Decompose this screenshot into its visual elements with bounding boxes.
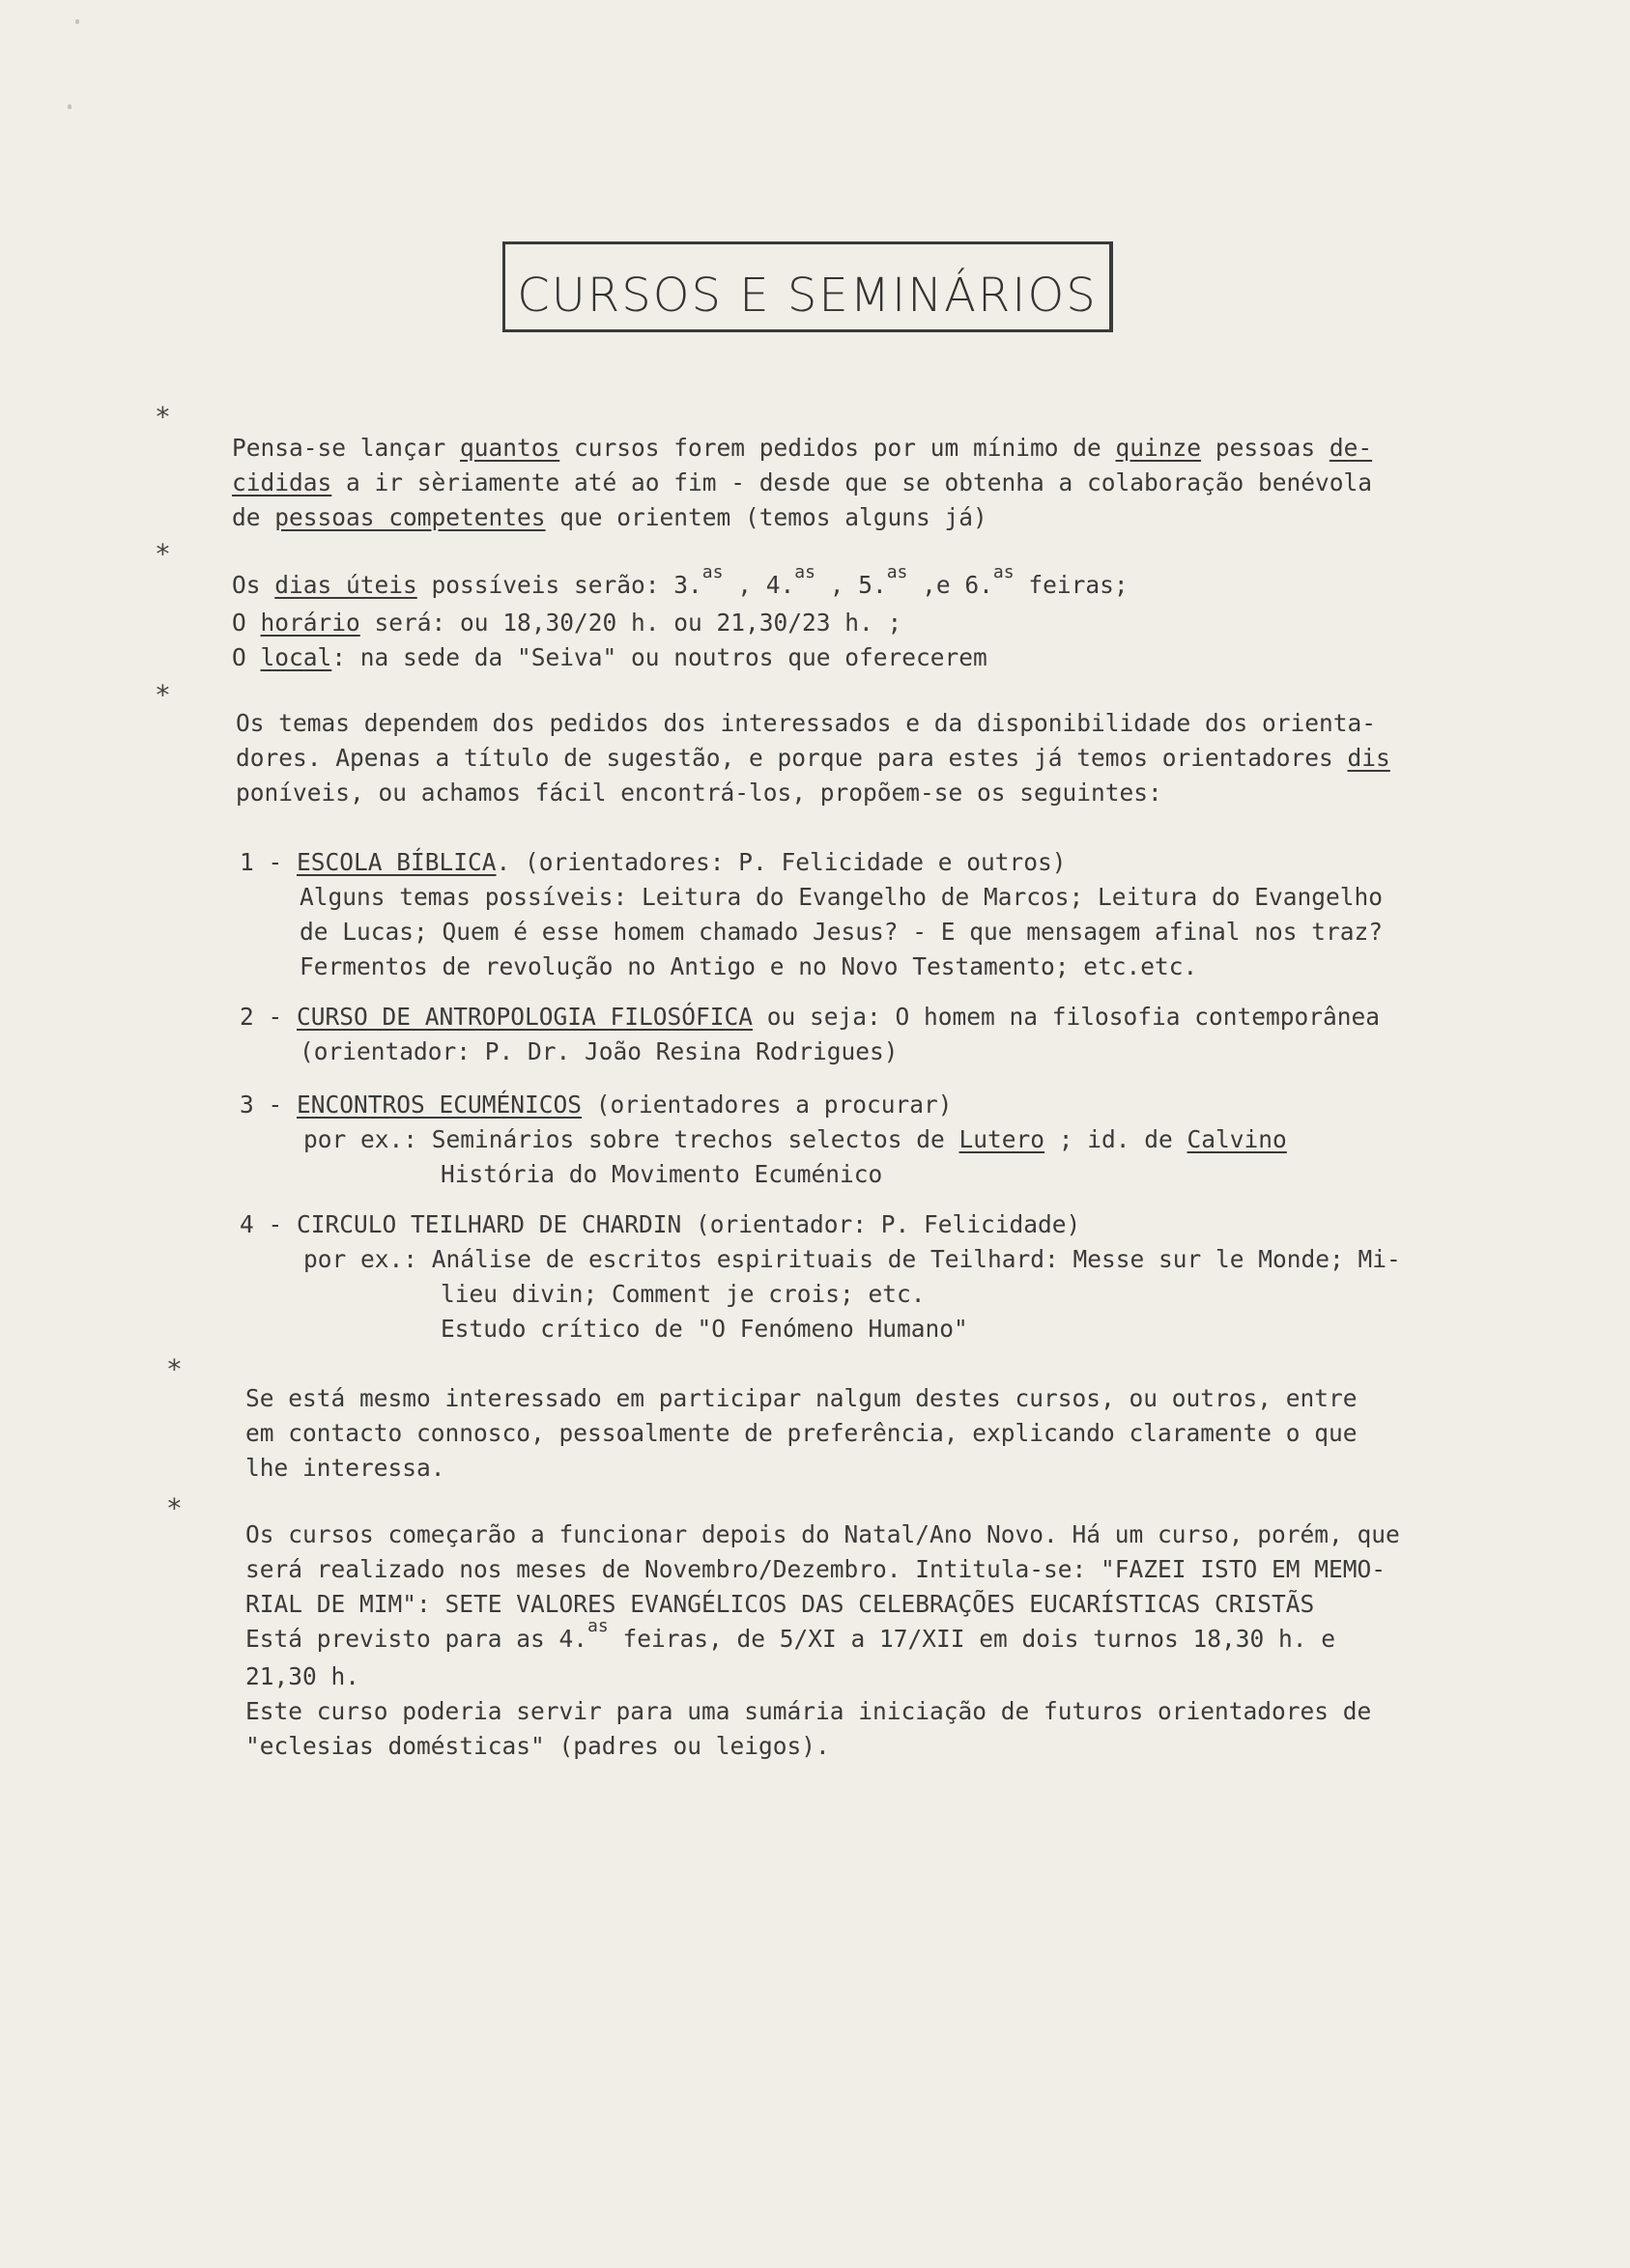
text-line: Os temas dependem dos pedidos dos interessados e da disponibilidade dos orienta- — [236, 709, 1377, 737]
text-line: O horário será: ou 18,30/20 h. ou 21,30/23 h. ; — [232, 609, 902, 637]
text-line: por ex.: Seminários sobre trechos selectos de Lutero ; id. de Calvino — [303, 1125, 1287, 1153]
text-line: História do Movimento Ecuménico — [441, 1160, 883, 1188]
text-line: Está previsto para as 4.$^{as}$ feiras, de 5/XI a 17/XII em dois turnos 18,30 h. e — [245, 1616, 1335, 1653]
text-line: Pensa-se lançar quantos cursos forem pedidos por um mínimo de quinze pessoas de- — [232, 434, 1373, 462]
text-line: lieu divin; Comment je crois; etc. — [441, 1280, 926, 1308]
text-line: 4 - CIRCULO TEILHARD DE CHARDIN (orientador: P. Felicidade) — [240, 1210, 1081, 1238]
text-line: poníveis, ou achamos fácil encontrá-los, propõem-se os seguintes: — [236, 779, 1162, 807]
text-line: em contacto connosco, pessoalmente de preferência, explicando claramente o que — [245, 1419, 1358, 1447]
text-line: será realizado nos meses de Novembro/Dezembro. Intitula-se: "FAZEI ISTO EM MEMO- — [245, 1555, 1387, 1583]
page-title: CURSOS E SEMINÁRIOS — [517, 269, 1098, 323]
text-line: Os dias úteis possíveis serão: 3.$^{as}$ , 4.$^{as}$ , 5.$^{as}$ ,e 6.$^{as}$ feiras; — [232, 562, 1129, 599]
bullet-asterisk: * — [155, 538, 171, 570]
bullet-asterisk: * — [166, 1353, 183, 1385]
bullet-asterisk: * — [155, 401, 171, 433]
text-line: Estudo crítico de "O Fenómeno Humano" — [441, 1315, 968, 1343]
text-line: dores. Apenas a título de sugestão, e porque para estes já temos orientadores dis — [236, 744, 1390, 772]
bullet-asterisk: * — [155, 679, 171, 711]
text-line: 1 - ESCOLA BÍBLICA. (orientadores: P. Felicidade e outros) — [240, 848, 1067, 876]
paper-speck — [68, 104, 71, 109]
text-line: lhe interessa. — [245, 1454, 445, 1482]
text-line: de pessoas competentes que orientem (temos alguns já) — [232, 503, 987, 531]
text-line: "eclesias domésticas" (padres ou leigos). — [245, 1732, 830, 1760]
text-line: por ex.: Análise de escritos espirituais de Teilhard: Messe sur le Monde; Mi- — [303, 1245, 1401, 1273]
text-line: Este curso poderia servir para uma sumária iniciação de futuros orientadores de — [245, 1697, 1372, 1725]
text-line: Os cursos começarão a funcionar depois do Natal/Ano Novo. Há um curso, porém, que — [245, 1520, 1400, 1548]
text-line: Se está mesmo interessado em participar nalgum destes cursos, ou outros, entre — [245, 1384, 1358, 1412]
text-line: cididas a ir sèriamente até ao fim - desde que se obtenha a colaboração benévola — [232, 468, 1373, 496]
text-line: O local: na sede da "Seiva" ou noutros que oferecerem — [232, 643, 987, 671]
text-line: de Lucas; Quem é esse homem chamado Jesus? - E que mensagem afinal nos traz? — [300, 918, 1384, 946]
paragraph-special-course — [245, 1483, 1400, 1833]
text-line: 21,30 h. — [245, 1662, 360, 1690]
title-box — [502, 241, 1113, 332]
text-line: Fermentos de revolução no Antigo e no Novo Testamento; etc.etc. — [300, 952, 1198, 980]
text-line: (orientador: P. Dr. João Resina Rodrigues) — [300, 1037, 899, 1065]
bullet-asterisk: * — [166, 1492, 183, 1524]
text-line: 2 - CURSO DE ANTROPOLOGIA FILOSÓFICA ou seja: O homem na filosofia contemporânea — [240, 1003, 1381, 1031]
text-line: RIAL DE MIM": SETE VALORES EVANGÉLICOS DAS CELEBRAÇÕES EUCARÍSTICAS CRISTÃS — [245, 1590, 1315, 1618]
text-line: 3 - ENCONTROS ECUMÉNICOS (orientadores a procurar) — [240, 1091, 953, 1119]
paper-speck — [75, 19, 79, 24]
text-line: Alguns temas possíveis: Leitura do Evangelho de Marcos; Leitura do Evangelho — [300, 883, 1384, 911]
